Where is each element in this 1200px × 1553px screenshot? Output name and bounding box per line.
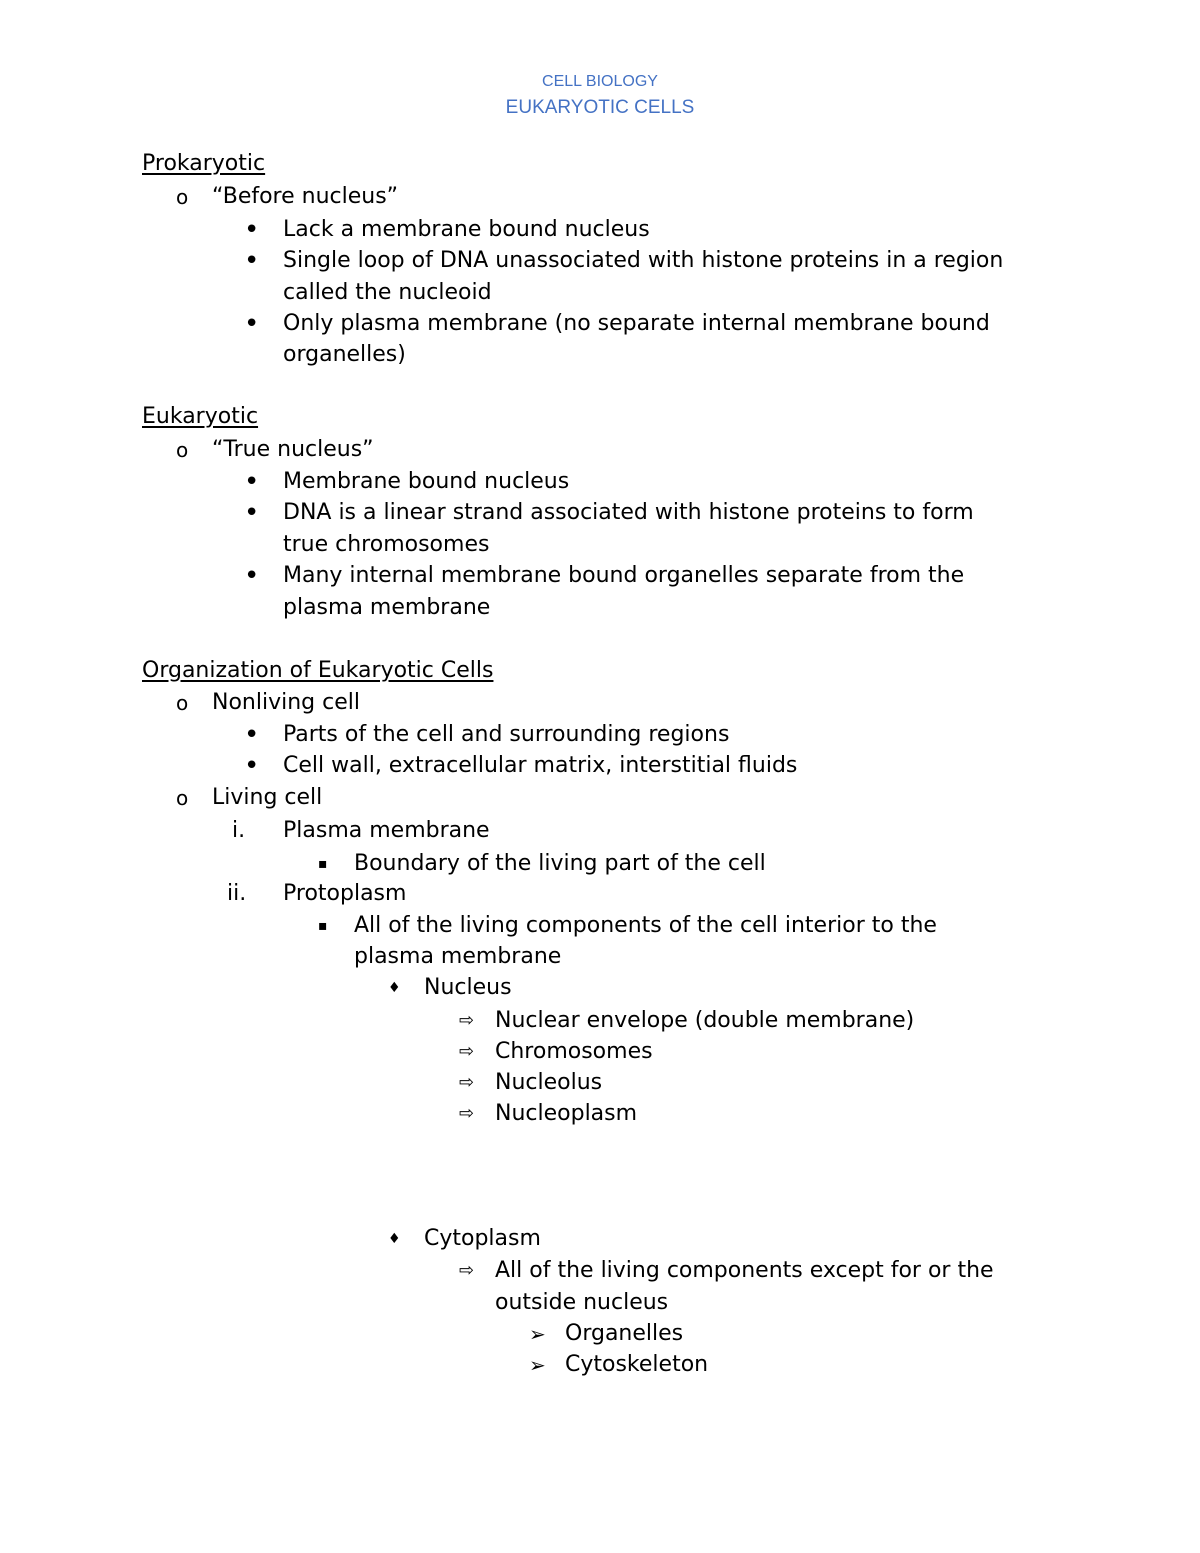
circle-bullet-marker: o xyxy=(176,691,189,715)
diamond-bullet-marker: ♦ xyxy=(388,1231,401,1247)
chevron-bullet-marker: ➢ xyxy=(529,1322,546,1346)
arrow-bullet-marker: ⇨ xyxy=(459,1103,475,1124)
list-item: Nucleoplasm xyxy=(495,1101,638,1126)
list-item: All of the living components of the cell interior to the xyxy=(354,913,937,938)
square-bullet-marker: ▪ xyxy=(318,856,328,872)
list-item-continuation: plasma membrane xyxy=(354,944,562,969)
list-item-continuation: called the nucleoid xyxy=(283,280,492,305)
living-cell-label: Living cell xyxy=(212,785,323,810)
arrow-bullet-marker: ⇨ xyxy=(459,1010,475,1031)
list-item: Chromosomes xyxy=(495,1039,653,1064)
bullet-marker: • xyxy=(244,215,260,245)
bullet-marker: • xyxy=(244,561,260,591)
list-item: Nucleolus xyxy=(495,1070,603,1095)
plasma-membrane-label: Plasma membrane xyxy=(283,818,490,843)
prokaryotic-subtitle: “Before nucleus” xyxy=(212,184,399,209)
section-heading-prokaryotic: Prokaryotic xyxy=(142,151,266,176)
arrow-bullet-marker: ⇨ xyxy=(459,1072,475,1093)
list-item: Only plasma membrane (no separate internal membrane bound xyxy=(283,311,990,336)
list-item: Cell wall, extracellular matrix, interstitial fluids xyxy=(283,753,798,778)
protoplasm-label: Protoplasm xyxy=(283,881,407,906)
circle-bullet-marker: o xyxy=(176,786,189,810)
list-item-continuation: plasma membrane xyxy=(283,595,491,620)
cytoplasm-label: Cytoplasm xyxy=(424,1226,541,1251)
eukaryotic-subtitle: “True nucleus” xyxy=(212,437,374,462)
arrow-bullet-marker: ⇨ xyxy=(459,1260,475,1281)
list-item: Boundary of the living part of the cell xyxy=(354,851,766,876)
square-bullet-marker: ▪ xyxy=(318,918,328,934)
section-heading-eukaryotic: Eukaryotic xyxy=(142,404,259,429)
circle-bullet-marker: o xyxy=(176,185,189,209)
document-subject: CELL BIOLOGY xyxy=(542,73,658,90)
list-item: DNA is a linear strand associated with histone proteins to form xyxy=(283,500,974,525)
bullet-marker: • xyxy=(244,498,260,528)
nonliving-cell-label: Nonliving cell xyxy=(212,690,360,715)
roman-numeral: ii. xyxy=(227,881,247,906)
bullet-marker: • xyxy=(244,751,260,781)
nucleus-label: Nucleus xyxy=(424,975,512,1000)
document-title: EUKARYOTIC CELLS xyxy=(505,97,695,118)
list-item: Single loop of DNA unassociated with histone proteins in a region xyxy=(283,248,1004,273)
bullet-marker: • xyxy=(244,309,260,339)
list-item: Cytoskeleton xyxy=(565,1352,709,1377)
list-item: Many internal membrane bound organelles separate from the xyxy=(283,563,965,588)
list-item: Membrane bound nucleus xyxy=(283,469,570,494)
list-item: All of the living components except for or the xyxy=(495,1258,994,1283)
chevron-bullet-marker: ➢ xyxy=(529,1353,546,1377)
list-item-continuation: organelles) xyxy=(283,342,406,367)
arrow-bullet-marker: ⇨ xyxy=(459,1041,475,1062)
bullet-marker: • xyxy=(244,720,260,750)
list-item: Parts of the cell and surrounding regions xyxy=(283,722,730,747)
circle-bullet-marker: o xyxy=(176,438,189,462)
roman-numeral: i. xyxy=(232,818,246,843)
diamond-bullet-marker: ♦ xyxy=(388,980,401,996)
list-item: Lack a membrane bound nucleus xyxy=(283,217,650,242)
list-item-continuation: true chromosomes xyxy=(283,532,490,557)
list-item-continuation: outside nucleus xyxy=(495,1290,669,1315)
section-heading-organization: Organization of Eukaryotic Cells xyxy=(142,658,494,683)
bullet-marker: • xyxy=(244,467,260,497)
bullet-marker: • xyxy=(244,246,260,276)
list-item: Organelles xyxy=(565,1321,684,1346)
list-item: Nuclear envelope (double membrane) xyxy=(495,1008,915,1033)
